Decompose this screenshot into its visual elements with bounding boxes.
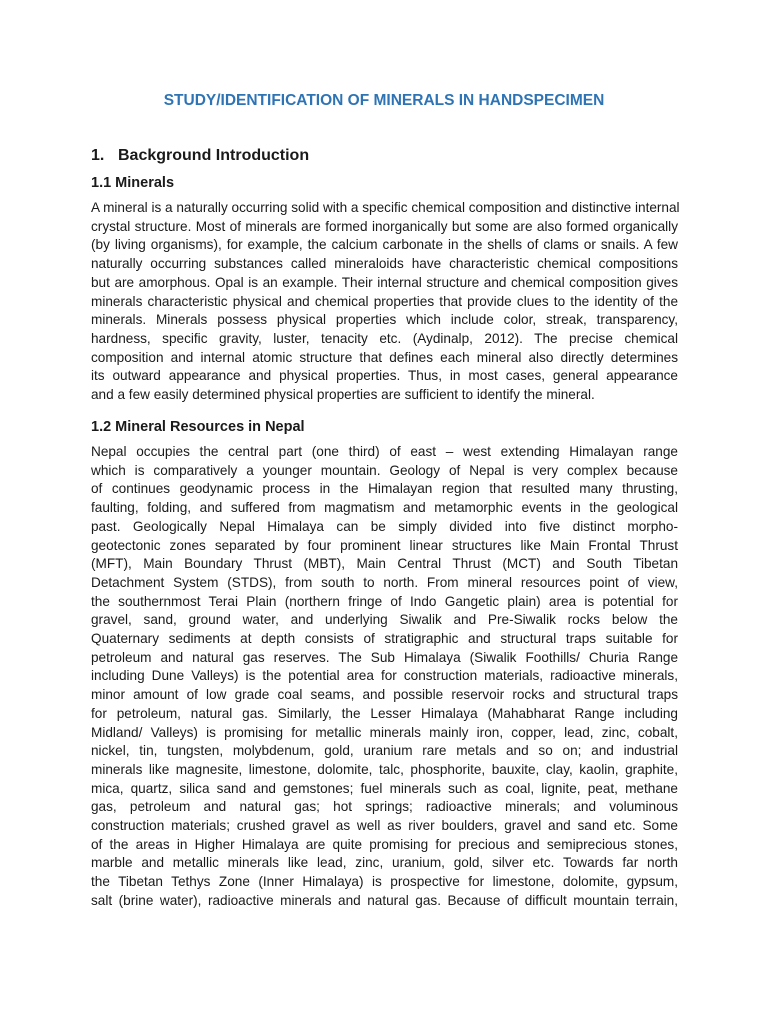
paragraph-line: construction materials; crushed gravel as well as river boulders, gravel and sand etc. Some xyxy=(91,818,678,834)
paragraph-line: petroleum and natural gas reserves. The Sub Himalaya (Siwalik Foothills/ Churia Range xyxy=(91,649,678,665)
paragraph-line: of continues geodynamic process in the Himalayan region that resulted many thrusting, xyxy=(91,481,678,497)
paragraph-line: minor amount of low grade coal seams, and possible reservoir rocks and structural traps xyxy=(91,687,678,703)
paragraph-line: crystal structure. Most of minerals are formed inorganically but some are also formed organically xyxy=(91,218,678,234)
paragraph-line: for petroleum, natural gas. Similarly, the Lesser Himalaya (Mahabharat Range including xyxy=(91,705,678,721)
paragraph-line: its outward appearance and physical properties. Thus, in most cases, general appearance xyxy=(91,368,678,384)
minerals-paragraph xyxy=(91,199,678,405)
paragraph-line: minerals. Minerals possess physical properties which include color, streak, transparency, xyxy=(91,312,678,328)
paragraph-line: nickel, tin, tungsten, molybdenum, gold, uranium rare metals and so on; and industrial xyxy=(91,743,678,759)
paragraph-line: Midland/ Valleys) is promising for metallic minerals mainly iron, copper, lead, zinc, cobalt, xyxy=(91,724,678,740)
paragraph-line: mica, quartz, silica sand and gemstones; fuel minerals such as coal, lignite, peat, methane xyxy=(91,780,678,796)
paragraph-line: Nepal occupies the central part (one third) of east – west extending Himalayan range xyxy=(91,444,678,459)
paragraph-line: but are amorphous. Opal is an example. Their internal structure and chemical composition gives xyxy=(91,274,678,290)
paragraph-line: the southernmost Terai Plain (northern fringe of Indo Gangetic plain) area is potential for xyxy=(91,593,678,609)
paragraph-line: Quaternary sediments at depth consists of stratigraphic and structural traps suitable for xyxy=(91,631,678,647)
paragraph-line: A mineral is a naturally occurring solid with a specific chemical composition and distinctive internal xyxy=(91,200,680,215)
paragraph-line: the Tibetan Tethys Zone (Inner Himalaya) is prospective for limestone, dolomite, gypsum, xyxy=(91,874,678,890)
paragraph-line: salt (brine water), radioactive minerals and natural gas. Because of difficult mountain terrain, xyxy=(91,892,678,908)
paragraph-line: geotectonic zones separated by four prominent linear structures like Main Frontal Thrust xyxy=(91,537,678,553)
paragraph-line: (MFT), Main Boundary Thrust (MBT), Main Central Thrust (MCT) and South Tibetan xyxy=(91,556,678,572)
paragraph-line: including Dune Valleys) is the potential area for construction materials, radioactive minerals, xyxy=(91,668,678,684)
paragraph-line: gas, petroleum and natural gas; hot springs; radioactive minerals; and voluminous xyxy=(91,799,678,815)
subsection-heading-minerals: 1.1 Minerals xyxy=(91,175,175,191)
section-number: 1. xyxy=(91,147,105,164)
paragraph-line: naturally occurring substances called mineraloids have characteristic chemical compositions xyxy=(91,256,678,272)
document-title: STUDY/IDENTIFICATION OF MINERALS IN HANDSPECIMEN xyxy=(163,92,605,109)
paragraph-line: and a few easily determined physical properties are sufficient to identify the mineral. xyxy=(91,387,595,403)
paragraph-line: faulting, folding, and suffered from magmatism and metamorphic events in the geological xyxy=(91,500,678,516)
paragraph-line: past. Geologically Nepal Himalaya can be simply divided into five distinct morpho- xyxy=(91,518,678,534)
paragraph-line: which is comparatively a younger mountain. Geology of Nepal is very complex because xyxy=(91,462,678,478)
paragraph-line: hardness, specific gravity, luster, tenacity etc. (Aydinalp, 2012). The precise chemical xyxy=(91,330,678,346)
paragraph-line: gravel, sand, ground water, and underlying Siwalik and Pre-Siwalik rocks below the xyxy=(91,612,678,628)
paragraph-line: minerals like magnesite, limestone, dolomite, talc, phosphorite, bauxite, clay, kaolin, graphite, xyxy=(91,761,678,777)
section-heading-background xyxy=(91,147,309,165)
section-title: Background Introduction xyxy=(118,147,310,164)
mineral-resources-paragraph xyxy=(91,443,678,911)
paragraph-line: of the areas in Higher Himalaya are quite promising for precious and semiprecious stones, xyxy=(91,836,678,852)
paragraph-line: (by living organisms), for example, the calcium carbonate in the shells of clams or snails. A few xyxy=(91,237,678,253)
subsection-heading-mineral-resources: 1.2 Mineral Resources in Nepal xyxy=(91,419,305,435)
paragraph-line: Detachment System (STDS), from south to north. From mineral resources point of view, xyxy=(91,574,678,590)
paragraph-line: marble and metallic minerals like lead, zinc, uranium, gold, silver etc. Towards far north xyxy=(91,855,678,871)
paragraph-line: minerals characteristic physical and chemical properties that provide clues to the identity of the xyxy=(91,293,678,309)
paragraph-line: composition and internal atomic structure that defines each mineral also directly determines xyxy=(91,349,678,365)
